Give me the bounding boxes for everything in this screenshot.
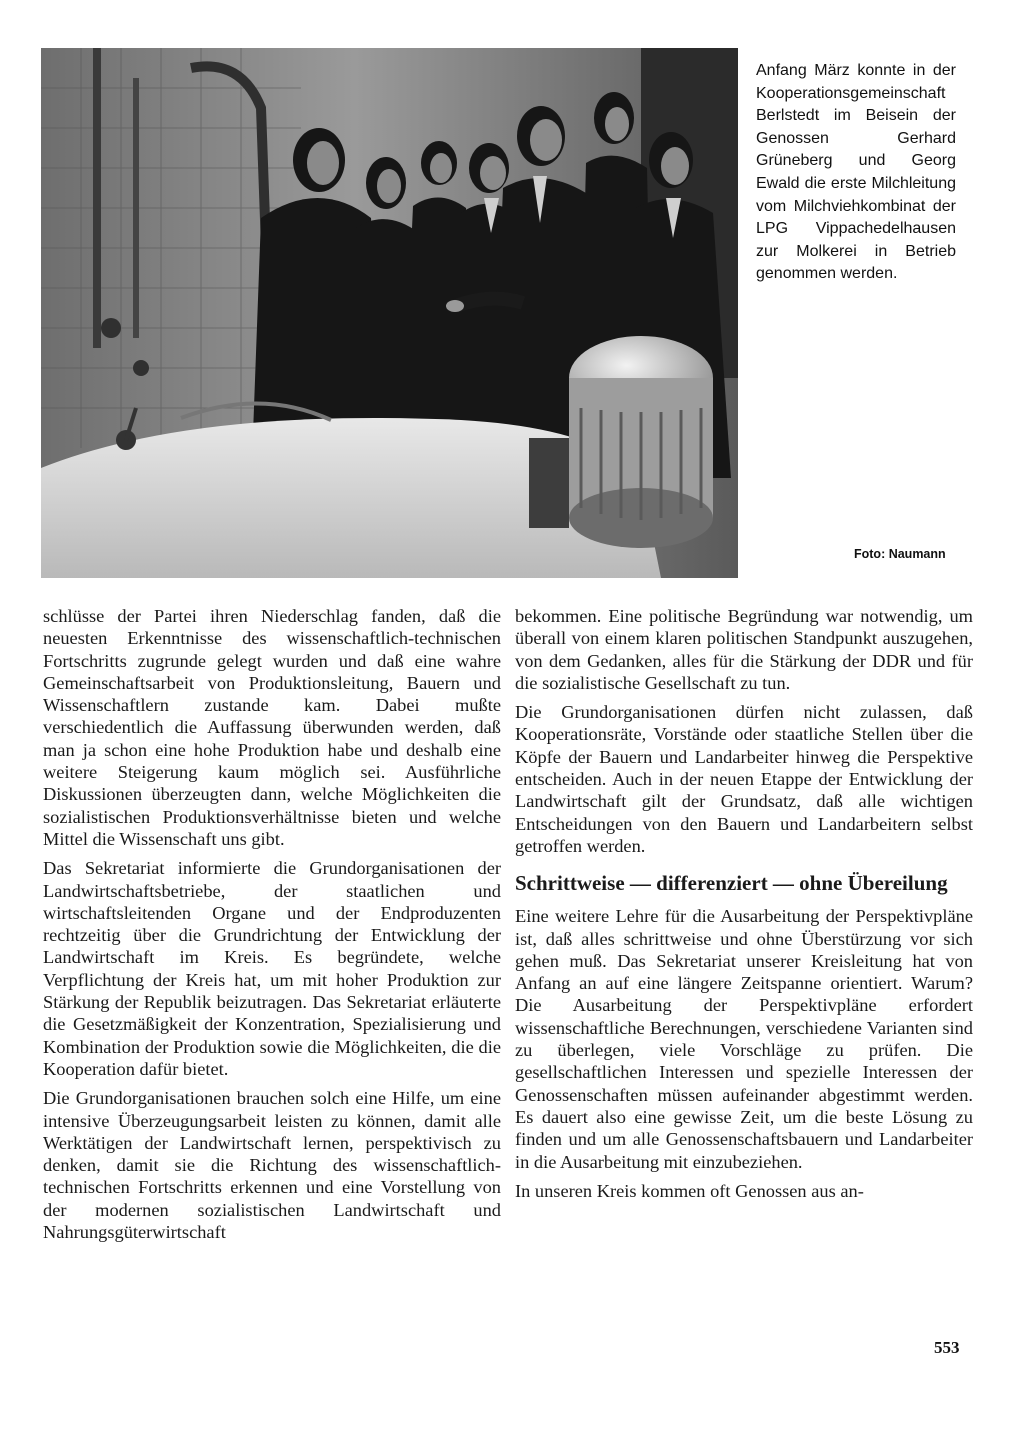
paragraph: Die Grundorganisationen dürfen nicht zulassen, daß Kooperationsräte, Vorstände oder staatliche Stellen über die Köpfe der Bauern und Landarbeiter hinweg die Perspektive entscheiden. Auch in der neuen Etappe der Entwicklung der Landwirtschaft gilt der Grundsatz, daß alle wichtigen Entscheidungen von den Bauern und Landarbeitern selbst getroffen werden. (515, 702, 973, 856)
left-column (43, 605, 501, 1250)
paragraph: In unseren Kreis kommen oft Genossen aus an- (515, 1180, 864, 1201)
paragraph: Eine weitere Lehre für die Ausarbeitung der Perspektivpläne ist, daß alles schrittweise und ohne Überstürzung vor sich gehen muß. Das Sekretariat unserer Kreisleitung hat von Anfang an auf eine längere Zeitspanne orientiert. Warum? Die Ausarbeitung der Perspektivpläne erfordert wissenschaftliche Berechnungen, verschiedene Varianten sind zu überlegen, viele Vorschläge zu prüfen. Die gesellschaftlichen Interessen und spezielle Interessen der Genossenschaften müssen aufeinander abgestimmt werden. Es dauert also eine gewisse Zeit, um die beste Lösung zu finden und um alle Genossenschaftsbauern und Landarbeiter in die Ausarbeitung mit einzubeziehen. (515, 906, 973, 1172)
paragraph: bekommen. Eine politische Begründung war notwendig, um überall von einem klaren politischen Standpunkt auszugehen, von dem Gedanken, alles für die Stärkung der DDR und für die sozialistische Gesellschaft zu tun. (515, 606, 973, 693)
section-heading: Schrittweise — differenziert — ohne Übereilung (515, 871, 948, 896)
paragraph: Die Grundorganisationen brauchen solch eine Hilfe, um eine intensive Überzeugungsarbeit leisten zu können, damit alle Werktätigen der Landwirtschaft lernen, perspektivisch zu denken, damit sie die Richtung des wissenschaftlich-technischen Fortschritts erkennen und eine Vorstellung von der modernen sozialistischen Landwirtschaft und Nahrungsgüterwirtschaft (43, 1088, 501, 1243)
photo-placeholder-icon (41, 48, 738, 578)
photo-caption: Anfang März konnte in der Kooperationsgemeinschaft Berlstedt im Beisein der Genossen Gerhard Grüneberg und Georg Ewald die erste Milchleitung vom Milchviehkombinat der LPG Vippachedelhausen zur Molkerei in Betrieb genommen werden. (756, 62, 956, 283)
paragraph: schlüsse der Partei ihren Niederschlag fanden, daß die neuesten Erkenntnisse des wissenschaftlich-technischen Fortschritts zugrunde gelegt wurden und daß eine wahre Gemeinschaftsarbeit von Produktionsleitung, Bauern und Wissenschaftlern zustande kam. Dabei mußte verschiedentlich die Auffassung überwunden werden, daß man ja schon eine hohe Produktion habe und deshalb eine weitere Steigerung kaum möglich sei. Ausführliche Diskussionen überzeugten dann, welche Möglichkeiten die sozialistischen Produktionsverhältnisse bieten und welche Mittel die Wissenschaft uns gibt. (43, 606, 501, 849)
paragraph: Das Sekretariat informierte die Grundorganisationen der Landwirtschaftsbetriebe, der staatlichen und wirtschaftsleitenden Organe und der Endproduzenten rechtzeitig über die Grundrichtung der Entwicklung der Landwirtschaft im Kreis. Es begründete, welche Verpflichtung der Kreis hat, um mit hoher Produktion zur Stärkung der Republik beizutragen. Das Sekretariat erläuterte die Gesetzmäßigkeit der Konzentration, Spezialisierung und Kombination der Produktion sowie die Möglichkeiten, die die Kooperation dafür bietet. (43, 858, 501, 1079)
right-column (515, 605, 973, 1209)
page-number: 553 (934, 1338, 960, 1357)
article-photo (41, 48, 738, 578)
photo-credit: Foto: Naumann (854, 547, 946, 561)
